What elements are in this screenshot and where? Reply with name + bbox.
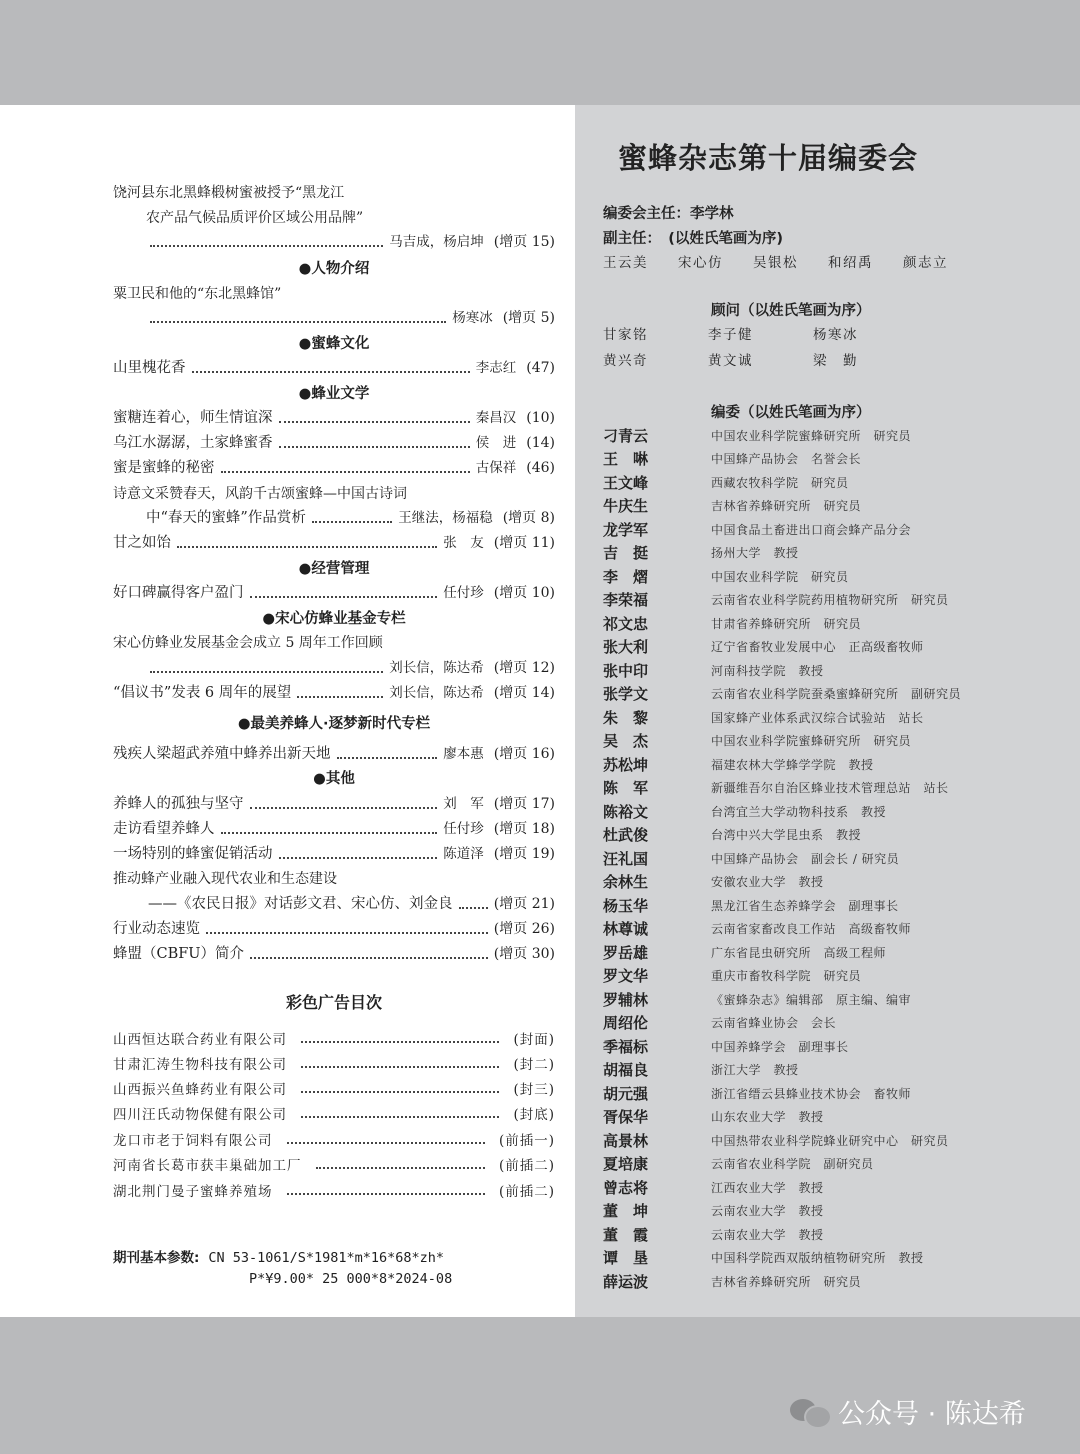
toc-title: 蜜糖连着心，师生情谊深 [113,410,273,426]
member-row [603,707,1003,730]
toc-author: 秦昌汉 [475,410,517,426]
member-desc: 黑龙江省生态养蜂学会 副理事长 [711,899,899,913]
member-name: 牛庆生 [603,497,649,515]
member-row [603,1271,1003,1294]
params-label: 期刊基本参数: [113,1250,200,1266]
ad-entry[interactable] [113,1026,555,1048]
member-name: 林尊诚 [603,920,649,938]
toc-title: 一场特别的蜂蜜促销活动 [113,846,273,862]
toc-title: 饶河县东北黑蜂椴树蜜被授予“黑龙江 [113,185,345,201]
toc-author: 李志红 [475,360,517,376]
member-desc: 甘肃省养蜂研究所 研究员 [711,617,862,631]
member-desc: 中国蜂产品协会 副会长 / 研究员 [711,852,900,866]
toc-author: 陈道泽 [443,846,484,862]
toc-page-number: (增页 5) [502,310,555,326]
member-row [603,425,1003,448]
member-name: 王 啉 [603,450,649,468]
member-row [603,918,1003,941]
member-row [603,1224,1003,1247]
member-row [603,1036,1003,1059]
toc-page-number: (增页 10) [493,585,555,601]
member-desc: 中国热带农业科学院蜂业研究中心 研究员 [711,1134,949,1148]
member-desc: 江西农业大学 教授 [711,1181,824,1195]
toc-title: 残疾人梁超武养殖中蜂养出新天地 [113,746,331,762]
toc-page-number: (增页 21) [493,896,555,912]
member-desc: 山东农业大学 教授 [711,1110,824,1124]
section-heading: ●蜂业文学 [298,386,370,402]
ad-position: (前插二) [498,1158,555,1174]
toc-page-number: (46) [526,460,555,476]
member-desc: 吉林省养蜂研究所 研究员 [711,1275,862,1289]
member-desc: 浙江省缙云县蜂业技术协会 畜牧师 [711,1087,912,1101]
toc-entry[interactable] [113,817,555,839]
toc-entry[interactable] [113,742,555,764]
toc-title: 走访看望养蜂人 [113,821,215,837]
member-name: 张中印 [603,662,649,680]
member-desc: 扬州大学 教授 [711,546,799,560]
toc-entry[interactable] [113,356,555,378]
member-row [603,1153,1003,1176]
toc-title: 宋心仿蜂业发展基金会成立 5 周年工作回顾 [113,635,383,651]
toc-title: 诗意文采赞春天，风韵千古颂蜜蜂—中国古诗词 [113,486,407,502]
member-row [603,824,1003,847]
toc-author: 马吉成，杨启坤 [389,234,484,250]
member-row [603,448,1003,471]
member-desc: 中国蜂产品协会 名誉会长 [711,452,862,466]
member-row [603,495,1003,518]
ad-company: 甘肃汇涛生物科技有限公司 [113,1057,287,1073]
toc-title: 甘之如饴 [113,535,171,551]
member-name: 董 坤 [603,1202,649,1220]
ad-company: 湖北荆门曼子蜜蜂养殖场 [113,1184,273,1200]
toc-entry[interactable] [113,917,555,939]
ad-company: 四川汪氏动物保健有限公司 [113,1107,287,1123]
toc-entry[interactable] [150,656,555,678]
member-desc: 河南科技学院 教授 [711,664,824,678]
toc-title: 中“春天的蜜蜂”作品赏析 [146,510,306,526]
ad-position: (封面) [513,1032,555,1048]
member-name: 祁文忠 [603,615,649,633]
section-heading: ●经营管理 [298,561,370,577]
member-desc: 云南农业大学 教授 [711,1204,824,1218]
toc-entry[interactable] [113,792,555,814]
member-desc: 重庆市畜牧科学院 研究员 [711,969,862,983]
member-row [603,871,1003,894]
member-desc: 中国科学院西双版纳植物研究所 教授 [711,1251,924,1265]
toc-entry[interactable] [113,406,555,428]
wechat-watermark [790,1392,1026,1431]
member-name: 罗岳雄 [603,944,649,962]
section-heading: ●蜜蜂文化 [298,336,370,352]
toc-author: 杨寒冰 [452,310,493,326]
advisors-names: 甘家铭 李子健 杨寒冰 [603,327,858,343]
member-row [603,1177,1003,1200]
toc-page-number: (增页 17) [493,796,555,812]
member-row [603,1200,1003,1223]
toc-author: 刘长信，陈达希 [389,685,484,701]
toc-page-number: (10) [526,410,555,426]
member-name: 薛运波 [603,1273,649,1291]
member-name: 陈裕文 [603,803,649,821]
member-name: 曾志将 [603,1179,649,1197]
member-name: 夏培康 [603,1155,649,1173]
section-heading: ●人物介绍 [298,261,370,277]
toc-entry[interactable] [113,581,555,603]
member-row [603,1130,1003,1153]
toc-author: 侯 进 [475,435,517,451]
vice-chair-heading: 副主任： (以姓氏笔画为序) [603,231,784,247]
toc-title: ——《农民日报》对话彭文君、宋心仿、刘金良 [148,896,453,912]
toc-entry[interactable] [113,942,555,964]
toc-page-number: (14) [526,435,555,451]
params-line1: CN 53-1061/S*1981*m*16*68*zh* [208,1250,445,1266]
vice-chair-names: 王云美 宋心仿 吴银松 和绍禹 颜志立 [603,255,948,271]
section-heading: ●其他 [313,771,355,787]
member-desc: 中国农业科学院蜜蜂研究所 研究员 [711,429,912,443]
advisors-names: 黄兴奇 黄文诚 梁 勤 [603,353,858,369]
toc-title: 乌江水潺潺，土家蜂蜜香 [113,435,273,451]
member-name: 罗辅林 [603,991,649,1009]
wechat-icon [790,1395,830,1429]
member-desc: 中国农业科学院蜜蜂研究所 研究员 [711,734,912,748]
toc-page-number: (47) [526,360,555,376]
member-row [603,895,1003,918]
journal-params [113,1248,452,1290]
member-name: 胡元强 [603,1085,649,1103]
toc-page-number: (增页 12) [493,660,555,676]
member-desc: 台湾宜兰大学动物科技系 教授 [711,805,887,819]
member-row [603,589,1003,612]
member-name: 董 霞 [603,1226,649,1244]
toc-entry[interactable] [113,842,555,864]
member-row [603,636,1003,659]
member-row [603,730,1003,753]
member-name: 李荣福 [603,591,649,609]
member-row [603,472,1003,495]
toc-title: “倡议书”发表 6 周年的展望 [113,685,292,701]
toc-title: 养蜂人的孤独与坚守 [113,796,244,812]
member-row [603,1247,1003,1270]
member-desc: 西藏农牧科学院 研究员 [711,476,849,490]
member-row [603,1083,1003,1106]
toc-entry[interactable] [113,431,555,453]
member-name: 胥保华 [603,1108,649,1126]
member-name: 刁青云 [603,427,649,445]
toc-entry[interactable] [146,506,555,528]
toc-entry[interactable] [113,456,555,478]
watermark-text: 公众号 · 陈达希 [838,1399,1026,1430]
ad-position: (前插一) [498,1133,555,1149]
member-row [603,801,1003,824]
toc-page-number: (增页 30) [493,946,555,962]
member-name: 吉 挺 [603,544,649,562]
member-name: 王文峰 [603,474,649,492]
member-name: 李 熠 [603,568,649,586]
ad-entry[interactable] [113,1051,555,1073]
toc-author: 王继法，杨福稳 [398,510,493,526]
board-chair: 编委会主任：李学林 [603,206,734,222]
toc-author: 任付珍 [443,585,484,601]
member-name: 周绍伦 [603,1014,649,1032]
member-row [603,566,1003,589]
toc-author: 古保祥 [475,460,517,476]
member-row [603,613,1003,636]
member-name: 罗文华 [603,967,649,985]
member-desc: 云南省蜂业协会 会长 [711,1016,837,1030]
ad-position: (封三) [513,1082,555,1098]
member-row [603,754,1003,777]
member-name: 龙学军 [603,521,649,539]
toc-title: 蜂盟（CBFU）简介 [113,946,245,962]
member-desc: 云南农业大学 教授 [711,1228,824,1242]
params-line2: P*¥9.00* 25 000*8*2024-08 [249,1271,453,1287]
member-desc: 《蜜蜂杂志》编辑部 原主编、编审 [711,993,912,1007]
ad-company: 河南省长葛市获丰巢础加工厂 [113,1158,302,1174]
ad-entry[interactable] [113,1178,555,1200]
member-desc: 台湾中兴大学昆虫系 教授 [711,828,862,842]
toc-entry[interactable] [113,681,555,703]
toc-page-number: (增页 14) [493,685,555,701]
member-name: 张大利 [603,638,649,656]
member-row [603,1059,1003,1082]
member-row [603,542,1003,565]
member-row [603,989,1003,1012]
member-desc: 广东省昆虫研究所 高级工程师 [711,946,887,960]
member-name: 张学文 [603,685,649,703]
member-desc: 中国食品土畜进出口商会蜂产品分会 [711,523,912,537]
member-row [603,942,1003,965]
member-desc: 云南省家畜改良工作站 高级畜牧师 [711,922,912,936]
section-heading: ●宋心仿蜂业基金专栏 [262,611,406,627]
toc-entry[interactable] [148,892,555,914]
ad-entry[interactable] [113,1127,555,1149]
ad-company: 山西振兴鱼蜂药业有限公司 [113,1082,287,1098]
members-heading: 编委（以姓氏笔画为序） [711,405,871,421]
member-name: 朱 黎 [603,709,649,727]
member-name: 高景林 [603,1132,649,1150]
toc-page-number: (增页 18) [493,821,555,837]
member-name: 陈 军 [603,779,649,797]
ad-position: (前插二) [498,1184,555,1200]
section-heading: ●最美养蜂人·逐梦新时代专栏 [237,716,431,732]
member-desc: 国家蜂产业体系武汉综合试验站 站长 [711,711,924,725]
member-name: 季福标 [603,1038,649,1056]
toc-title: 蜜是蜜蜂的秘密 [113,460,215,476]
member-row [603,683,1003,706]
member-desc: 安徽农业大学 教授 [711,875,824,889]
toc-title: 粟卫民和他的“东北黑蜂馆” [113,286,282,302]
ad-entry[interactable] [113,1101,555,1123]
toc-page-number: (增页 11) [493,535,555,551]
member-name: 杜武俊 [603,826,649,844]
toc-title: 推动蜂产业融入现代农业和生态建设 [113,871,337,887]
member-row [603,519,1003,542]
toc-title: 农产品气候品质评价区域公用品牌” [146,210,364,226]
toc-author: 刘 军 [443,796,484,812]
ad-company: 山西恒达联合药业有限公司 [113,1032,287,1048]
member-desc: 云南省农业科学院蚕桑蜜蜂研究所 副研究员 [711,687,962,701]
member-name: 杨玉华 [603,897,649,915]
toc-title: 行业动态速览 [113,921,200,937]
member-name: 余林生 [603,873,649,891]
member-desc: 云南省农业科学院 副研究员 [711,1157,874,1171]
member-desc: 中国养蜂学会 副理事长 [711,1040,849,1054]
toc-title: 好口碑赢得客户盈门 [113,585,244,601]
member-row [603,965,1003,988]
board-title: 蜜蜂杂志第十届编委会 [618,141,919,175]
ad-entry[interactable] [113,1076,555,1098]
toc-author: 刘长信，陈达希 [389,660,484,676]
toc-entry[interactable] [113,531,555,553]
member-desc: 中国农业科学院 研究员 [711,570,849,584]
toc-page-number: (增页 15) [493,234,555,250]
member-desc: 云南省农业科学院药用植物研究所 研究员 [711,593,949,607]
member-name: 吴 杰 [603,732,649,750]
toc-page-number: (增页 19) [493,846,555,862]
ad-company: 龙口市老于饲料有限公司 [113,1133,273,1149]
member-row [603,848,1003,871]
ad-position: (封底) [513,1107,555,1123]
member-name: 谭 垦 [603,1249,649,1267]
member-row [603,1012,1003,1035]
toc-entry[interactable] [150,230,555,252]
ad-entry[interactable] [113,1152,555,1174]
toc-author: 张 友 [443,535,484,551]
member-name: 苏松坤 [603,756,649,774]
member-row [603,777,1003,800]
ads-heading: 彩色广告目次 [285,993,382,1012]
member-row [603,1106,1003,1129]
toc-entry[interactable] [150,306,555,328]
advisors-heading: 顾问（以姓氏笔画为序） [711,303,871,319]
ad-position: (封二) [513,1057,555,1073]
toc-title: 山里槐花香 [113,360,186,376]
member-desc: 吉林省养蜂研究所 研究员 [711,499,862,513]
member-desc: 新疆维吾尔自治区蜂业技术管理总站 站长 [711,781,949,795]
toc-page-number: (增页 16) [493,746,555,762]
member-row [603,660,1003,683]
member-desc: 福建农林大学蜂学学院 教授 [711,758,874,772]
member-name: 胡福良 [603,1061,649,1079]
toc-author: 任付珍 [443,821,484,837]
toc-author: 廖本惠 [443,746,484,762]
member-name: 汪礼国 [603,850,649,868]
toc-page-number: (增页 26) [493,921,555,937]
member-desc: 辽宁省畜牧业发展中心 正高级畜牧师 [711,640,924,654]
member-desc: 浙江大学 教授 [711,1063,799,1077]
toc-page-number: (增页 8) [502,510,555,526]
